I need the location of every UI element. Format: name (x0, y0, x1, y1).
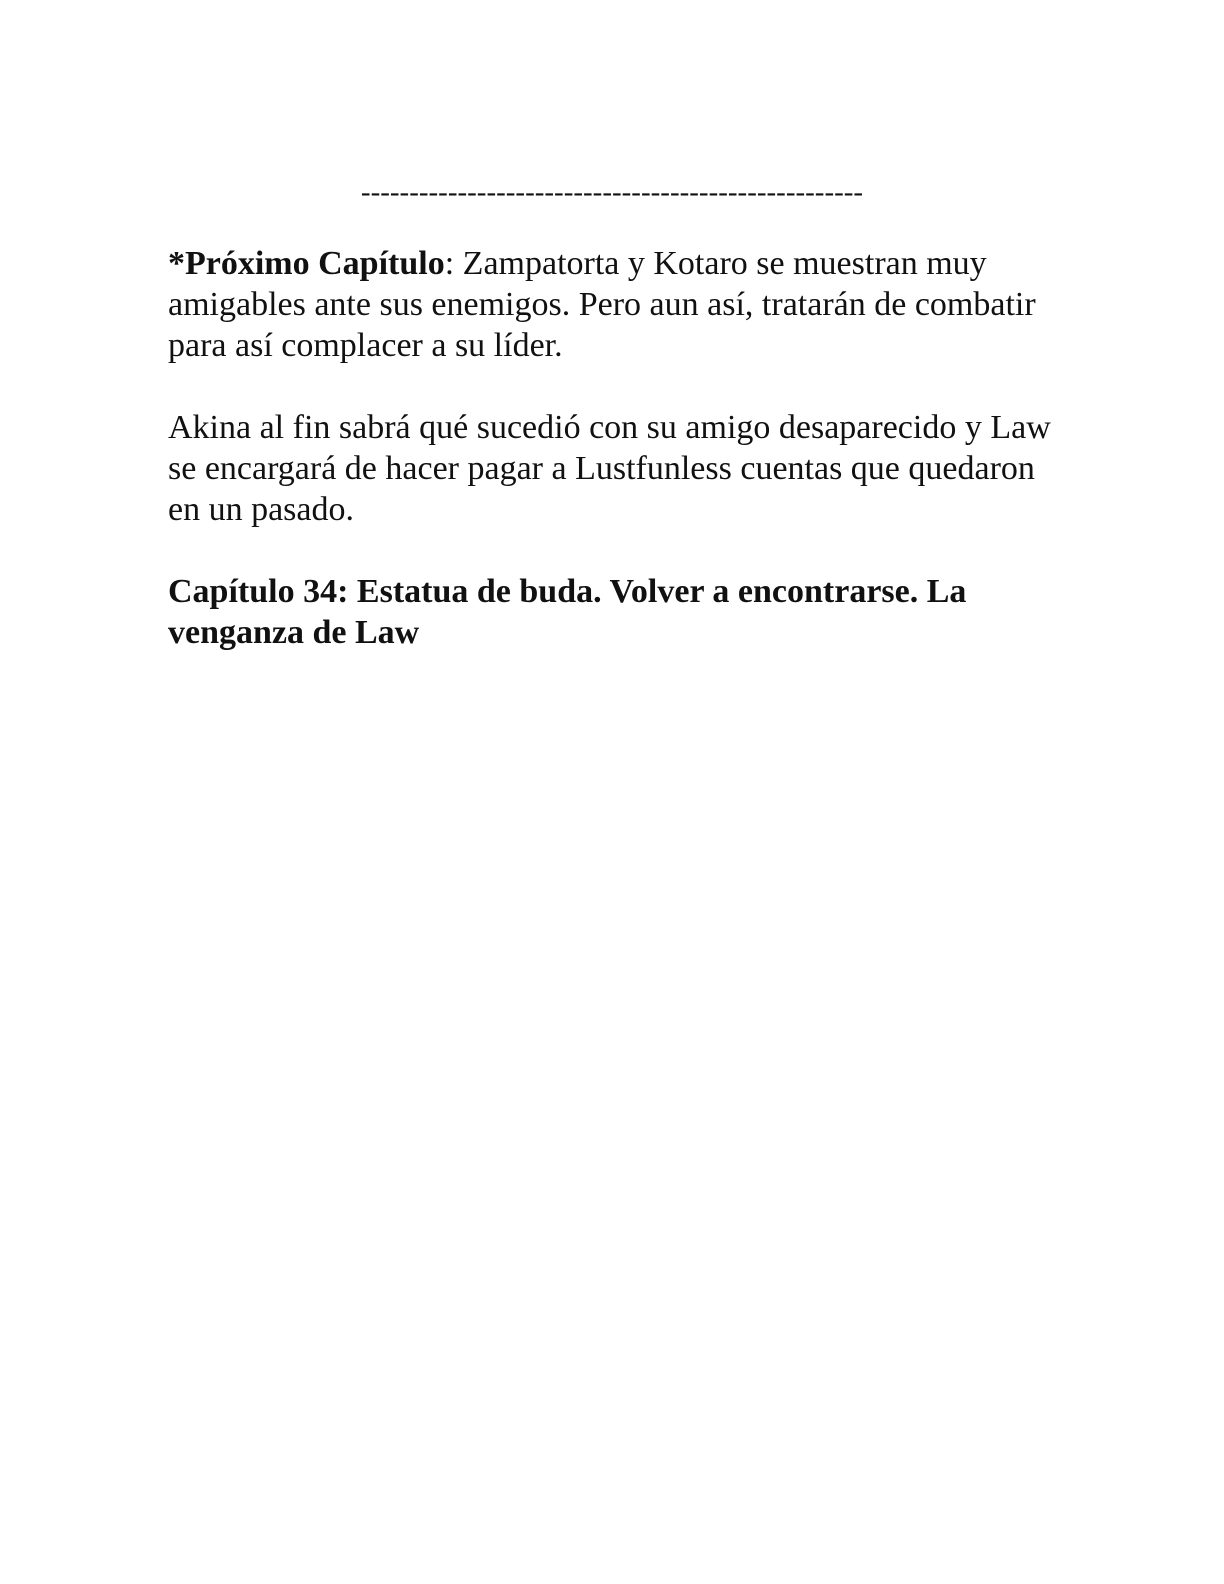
next-chapter-label: *Próximo Capítulo (168, 245, 445, 282)
separator-line: ---------------------------------------------------- (360, 176, 864, 208)
body-paragraph: Akina al fin sabrá qué sucedió con su amigo desaparecido y Law se encargará de hacer pagar a Lustfunless cuentas que quedaron en un pasado. (168, 409, 1051, 528)
next-chapter-colon: : (444, 245, 455, 282)
document-body (168, 243, 1056, 653)
next-chapter-paragraph (168, 243, 1056, 366)
next-chapter-text: Zampatorta y Kotaro se muestran muy amigables ante sus enemigos. Pero aun así, tratarán de combatir para así complacer a su líder. (168, 245, 1036, 364)
chapter-title: Capítulo 34: Estatua de buda. Volver a encontrarse. La venganza de Law (168, 573, 967, 651)
